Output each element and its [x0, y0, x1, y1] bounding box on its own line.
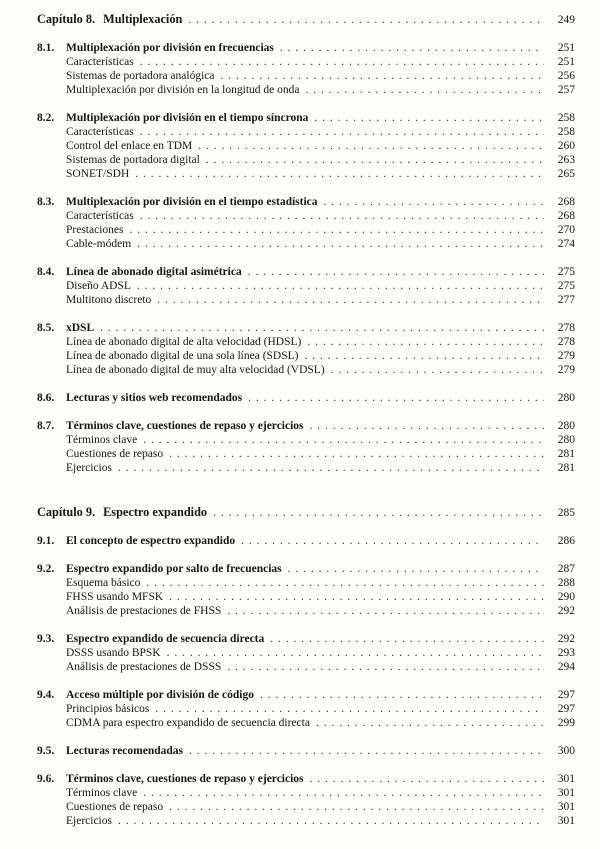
toc-entry-title: Términos clave, cuestiones de repaso y ejercicios: [66, 773, 304, 785]
toc-entry-sub: [37, 800, 575, 814]
toc-entry-page-number: 268: [557, 196, 575, 208]
dot-leader: [227, 660, 544, 674]
toc-entry-sub: [37, 646, 575, 660]
toc-entry-sub: [37, 447, 575, 461]
toc-entry-section: [37, 111, 575, 125]
toc-entry-title: Espectro expandido de secuencia directa: [66, 633, 265, 645]
toc-section-group: [37, 265, 575, 307]
toc-entry-number: Capítulo 8.: [37, 12, 96, 26]
toc-entry-section: [37, 41, 575, 55]
toc-entry-sub: [37, 167, 575, 181]
toc-entry-page-number: 258: [557, 126, 575, 138]
dot-leader: [206, 153, 544, 167]
dot-leader: [198, 139, 544, 153]
toc-entry-page-number: 275: [557, 280, 575, 292]
toc-entry-title: Ejercicios: [66, 462, 112, 474]
toc-entry-title: SONET/SDH: [66, 168, 130, 180]
toc-entry-title: Ejercicios: [66, 815, 112, 827]
toc-entry-number: 9.5.: [37, 745, 55, 757]
toc-entry-number: Capítulo 9.: [37, 505, 96, 519]
toc-entry-title: xDSL: [66, 322, 95, 334]
toc-entry-page-number: 257: [557, 84, 575, 96]
dot-leader: [129, 223, 544, 237]
toc-entry-sub: [37, 69, 575, 83]
toc-section-group: [37, 195, 575, 251]
toc-entry-title: CDMA para espectro expandido de secuencia directa: [66, 717, 310, 729]
toc-entry-title: FHSS usando MFSK: [66, 591, 164, 603]
toc-entry-page-number: 258: [557, 112, 575, 124]
toc-entry-page-number: 297: [557, 689, 575, 701]
toc-section-group: [37, 562, 575, 618]
dot-leader: [241, 534, 544, 548]
toc-entry-title: Características: [66, 126, 134, 138]
toc-section-group: [37, 419, 575, 475]
toc-entry-sub: [37, 139, 575, 153]
toc-section-group: [37, 632, 575, 674]
toc-entry-page-number: 301: [557, 815, 575, 827]
toc-entry-chapter: [37, 505, 575, 520]
toc-entry-page-number: 280: [557, 420, 575, 432]
dot-leader: [221, 69, 545, 83]
toc-entry-title: Lecturas recomendadas: [66, 745, 184, 757]
toc-entry-title: Prestaciones: [66, 224, 124, 236]
toc-entry-page-number: 280: [557, 434, 575, 446]
toc-entry-section: [37, 195, 575, 209]
dot-leader: [100, 321, 544, 335]
dot-leader: [140, 209, 544, 223]
toc-entry-page-number: 292: [557, 605, 575, 617]
dot-leader: [189, 744, 544, 758]
toc-entry-title: Cable-módem: [66, 238, 132, 250]
toc-entry-section: [37, 391, 575, 405]
toc-entry-title: Características: [66, 56, 134, 68]
dot-leader: [305, 349, 545, 363]
toc-entry-section: [37, 744, 575, 758]
toc-entry-title: Sistemas de portadora digital: [66, 154, 200, 166]
toc-entry-sub: [37, 433, 575, 447]
toc-entry-sub: [37, 349, 575, 363]
toc-section-group: [37, 321, 575, 377]
toc-entry-page-number: 275: [557, 266, 575, 278]
toc-section-group: [37, 111, 575, 181]
dot-leader: [305, 83, 544, 97]
toc-entry-number: 8.7.: [37, 420, 55, 432]
toc-entry-section: [37, 562, 575, 576]
toc-entry-sub: [37, 293, 575, 307]
toc-section-group: [37, 534, 575, 548]
toc-entry-page-number: 268: [557, 210, 575, 222]
toc-entry-sub: [37, 604, 575, 618]
toc-entry-page-number: 287: [557, 563, 575, 575]
dot-leader: [167, 646, 544, 660]
toc-section-group: [37, 688, 575, 730]
toc-entry-number: 9.4.: [37, 689, 55, 701]
toc-entry-title: Línea de abonado digital de muy alta velocidad (VDSL): [66, 364, 325, 376]
toc-entry-page-number: 301: [557, 773, 575, 785]
dot-leader: [188, 13, 544, 27]
toc-entry-sub: [37, 55, 575, 69]
toc-entry-section: [37, 688, 575, 702]
toc-entry-page-number: 281: [557, 448, 575, 460]
toc-entry-title: Análisis de prestaciones de FHSS: [66, 605, 222, 617]
dot-leader: [169, 800, 544, 814]
toc-entry-number: 9.3.: [37, 633, 55, 645]
table-of-contents: [37, 12, 575, 828]
toc-entry-number: 9.1.: [37, 535, 55, 547]
dot-leader: [280, 41, 544, 55]
toc-entry-title: Principios básicos: [66, 703, 150, 715]
dot-leader: [248, 265, 544, 279]
toc-entry-page-number: 293: [557, 647, 575, 659]
dot-leader: [213, 506, 544, 520]
toc-entry-title: Multiplexación por división en la longitud de onda: [66, 84, 300, 96]
toc-entry-page-number: 251: [557, 42, 575, 54]
toc-entry-page-number: 279: [557, 364, 575, 376]
toc-entry-sub: [37, 461, 575, 475]
toc-entry-number: 8.6.: [37, 392, 55, 404]
dot-leader: [288, 562, 544, 576]
toc-entry-page-number: 300: [557, 745, 575, 757]
toc-entry-title: El concepto de espectro expandido: [66, 535, 236, 547]
dot-leader: [324, 195, 544, 209]
toc-entry-chapter: [37, 12, 575, 27]
toc-entry-page-number: 274: [557, 238, 575, 250]
toc-entry-title: Análisis de prestaciones de DSSS: [66, 661, 222, 673]
toc-entry-title: Diseño ADSL: [66, 280, 131, 292]
toc-entry-page-number: 292: [557, 633, 575, 645]
toc-entry-page-number: 290: [557, 591, 575, 603]
dot-leader: [118, 814, 544, 828]
dot-leader: [310, 419, 544, 433]
toc-entry-title: Esquema básico: [66, 577, 141, 589]
toc-entry-sub: [37, 279, 575, 293]
toc-entry-page-number: 280: [557, 392, 575, 404]
dot-leader: [157, 293, 544, 307]
toc-entry-number: 9.6.: [37, 773, 55, 785]
toc-entry-page-number: 260: [557, 140, 575, 152]
toc-entry-title: Multiplexación por división en el tiempo síncrona: [66, 112, 309, 124]
toc-entry-title: Términos clave: [66, 787, 138, 799]
toc-entry-page-number: 299: [557, 717, 575, 729]
toc-entry-sub: [37, 576, 575, 590]
toc-entry-sub: [37, 702, 575, 716]
dot-leader: [146, 576, 544, 590]
dot-leader: [310, 772, 544, 786]
toc-entry-number: 8.4.: [37, 266, 55, 278]
toc-entry-page-number: 265: [557, 168, 575, 180]
toc-entry-number: 8.5.: [37, 322, 55, 334]
toc-entry-title: Línea de abonado digital de alta velocidad (HDSL): [66, 336, 302, 348]
toc-entry-sub: [37, 335, 575, 349]
dot-leader: [314, 111, 544, 125]
toc-entry-section: [37, 265, 575, 279]
toc-entry-title: Multitono discreto: [66, 294, 152, 306]
dot-leader: [270, 632, 544, 646]
toc-entry-section: [37, 534, 575, 548]
toc-entry-sub: [37, 814, 575, 828]
toc-entry-sub: [37, 237, 575, 251]
toc-entry-section: [37, 772, 575, 786]
dot-leader: [140, 55, 544, 69]
dot-leader: [137, 237, 544, 251]
toc-entry-title: Sistemas de portadora analógica: [66, 70, 215, 82]
toc-entry-page-number: 301: [557, 787, 575, 799]
toc-entry-sub: [37, 153, 575, 167]
toc-entry-title: Multiplexación por división en el tiempo estadística: [66, 196, 318, 208]
toc-entry-number: 8.2.: [37, 112, 55, 124]
toc-entry-title: Términos clave: [66, 434, 138, 446]
toc-entry-page-number: 251: [557, 56, 575, 68]
toc-entry-sub: [37, 660, 575, 674]
toc-entry-section: [37, 321, 575, 335]
toc-entry-page-number: 278: [557, 322, 575, 334]
dot-leader: [316, 716, 544, 730]
toc-section-group: [37, 744, 575, 758]
toc-entry-page-number: 297: [557, 703, 575, 715]
toc-entry-title: Características: [66, 210, 134, 222]
dot-leader: [140, 125, 544, 139]
toc-section-group: [37, 41, 575, 97]
toc-entry-title: Control del enlace en TDM: [66, 140, 193, 152]
dot-leader: [169, 447, 544, 461]
toc-entry-page-number: 256: [557, 70, 575, 82]
toc-entry-title: Multiplexación por división en frecuencias: [66, 42, 274, 54]
toc-entry-section: [37, 632, 575, 646]
dot-leader: [118, 461, 544, 475]
dot-leader: [331, 363, 544, 377]
toc-entry-title: Lecturas y sitios web recomendados: [66, 392, 243, 404]
toc-entry-title: Cuestiones de repaso: [66, 801, 164, 813]
toc-entry-page-number: 288: [557, 577, 575, 589]
toc-entry-page-number: 277: [557, 294, 575, 306]
toc-entry-title: DSSS usando BPSK: [66, 647, 161, 659]
dot-leader: [260, 688, 544, 702]
toc-entry-sub: [37, 786, 575, 800]
toc-section-group: [37, 391, 575, 405]
dot-leader: [143, 433, 544, 447]
toc-entry-title: Espectro expandido: [103, 505, 208, 519]
toc-entry-title: Cuestiones de repaso: [66, 448, 164, 460]
dot-leader: [135, 167, 544, 181]
toc-entry-sub: [37, 125, 575, 139]
toc-entry-page-number: 294: [557, 661, 575, 673]
toc-entry-page-number: 301: [557, 801, 575, 813]
toc-entry-page-number: 278: [557, 336, 575, 348]
dot-leader: [169, 590, 544, 604]
toc-entry-sub: [37, 590, 575, 604]
toc-entry-sub: [37, 223, 575, 237]
toc-entry-number: 8.3.: [37, 196, 55, 208]
toc-entry-page-number: 279: [557, 350, 575, 362]
toc-entry-section: [37, 419, 575, 433]
toc-entry-sub: [37, 716, 575, 730]
dot-leader: [137, 279, 544, 293]
dot-leader: [143, 786, 544, 800]
toc-entry-page-number: 281: [557, 462, 575, 474]
toc-entry-title: Línea de abonado digital asimétrica: [66, 266, 242, 278]
toc-entry-page-number: 263: [557, 154, 575, 166]
toc-entry-sub: [37, 83, 575, 97]
toc-entry-page-number: 249: [557, 14, 575, 26]
toc-entry-title: Acceso múltiple por división de código: [66, 689, 254, 701]
toc-entry-title: Espectro expandido por salto de frecuencias: [66, 563, 282, 575]
toc-entry-page-number: 285: [557, 507, 575, 519]
toc-entry-page-number: 270: [557, 224, 575, 236]
toc-entry-title: Línea de abonado digital de una sola línea (SDSL): [66, 350, 299, 362]
toc-entry-title: Términos clave, cuestiones de repaso y ejercicios: [66, 420, 304, 432]
dot-leader: [155, 702, 544, 716]
dot-leader: [227, 604, 544, 618]
toc-entry-sub: [37, 209, 575, 223]
toc-entry-page-number: 286: [557, 535, 575, 547]
toc-section-group: [37, 772, 575, 828]
toc-entry-sub: [37, 363, 575, 377]
dot-leader: [248, 391, 544, 405]
toc-entry-number: 8.1.: [37, 42, 55, 54]
toc-entry-number: 9.2.: [37, 563, 55, 575]
toc-entry-title: Multiplexación: [103, 12, 183, 26]
dot-leader: [307, 335, 544, 349]
